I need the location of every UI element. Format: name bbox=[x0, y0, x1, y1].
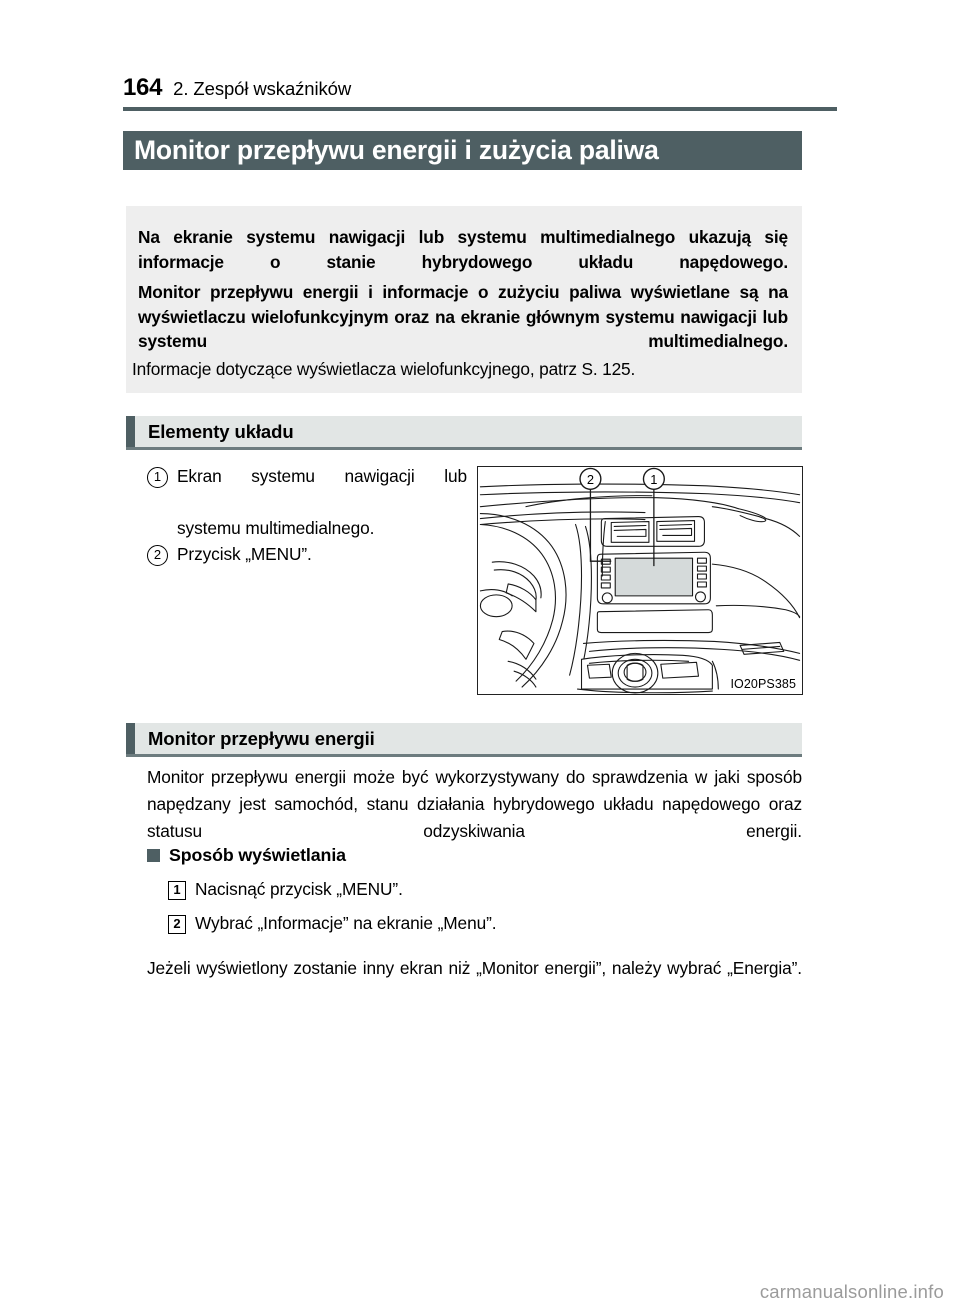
list-item bbox=[168, 877, 808, 902]
list-item bbox=[147, 463, 467, 541]
monitor-description-paragraph: Monitor przepływu energii może być wykorzystywany do sprawdzenia w jaki sposób napędzany jest samochód, stanu działania hybrydowego układu napędowego oraz statusu odzyskiwania energii. bbox=[147, 767, 802, 841]
svg-text:2: 2 bbox=[586, 471, 595, 487]
running-head bbox=[123, 74, 803, 104]
dashboard-drawing bbox=[478, 467, 802, 694]
step-number-1: 1 bbox=[168, 881, 186, 900]
intro-plain-paragraph: Informacje dotyczące wyświetlacza wielofunkcyjnego, patrz S. 125. bbox=[132, 359, 636, 379]
section-header-monitor bbox=[126, 723, 802, 754]
header-rule bbox=[123, 107, 837, 111]
list-item-label: Ekran systemu nawigacji lub systemu multimedialnego. bbox=[177, 466, 467, 538]
dashboard-illustration bbox=[477, 466, 803, 695]
list-item bbox=[168, 911, 808, 936]
intro-box bbox=[126, 206, 802, 393]
list-item-label: Przycisk „MENU”. bbox=[177, 544, 312, 564]
circled-number-2: 2 bbox=[147, 545, 168, 566]
section-accent-bar bbox=[126, 416, 135, 447]
watermark: carmanualsonline.info bbox=[759, 1281, 944, 1302]
display-steps-list bbox=[168, 877, 808, 945]
intro-bold-paragraph-1: Na ekranie systemu nawigacji lub systemu multimedialnego ukazują się informacje o stanie hybrydowego układu napędowego. bbox=[138, 227, 788, 272]
page-number: 164 bbox=[123, 74, 163, 101]
subsection-sposob-wyswietlania bbox=[147, 845, 346, 866]
illustration-code: IO20PS385 bbox=[730, 677, 796, 691]
chapter-title: 2. Zespół wskaźników bbox=[173, 78, 352, 99]
closing-paragraph: Jeżeli wyświetlony zostanie inny ekran niż „Monitor energii”, należy wybrać „Energia”. bbox=[147, 958, 802, 978]
section-underline bbox=[126, 447, 802, 450]
page-title-banner bbox=[123, 131, 802, 170]
section-accent-bar bbox=[126, 723, 135, 754]
step-label: Nacisnąć przycisk „MENU”. bbox=[195, 879, 403, 899]
intro-bold-paragraph-2: Monitor przepływu energii i informacje o zużyciu paliwa wyświetlane są na wyświetlaczu wielofunkcyjnym oraz na ekranie głównym systemu nawigacji lub systemu multimedialnego. bbox=[138, 282, 788, 351]
svg-text:1: 1 bbox=[650, 471, 658, 487]
section-header-elementy bbox=[126, 416, 802, 447]
circled-number-1: 1 bbox=[147, 467, 168, 488]
subsection-label: Sposób wyświetlania bbox=[169, 845, 346, 865]
list-item bbox=[147, 541, 467, 567]
section-heading-label: Elementy układu bbox=[148, 420, 294, 442]
section-underline bbox=[126, 754, 802, 757]
square-bullet-icon bbox=[147, 849, 160, 862]
section-heading-label: Monitor przepływu energii bbox=[148, 727, 375, 749]
step-number-2: 2 bbox=[168, 915, 186, 934]
step-label: Wybrać „Informacje” na ekranie „Menu”. bbox=[195, 913, 497, 933]
page-title: Monitor przepływu energii i zużycia paliwa bbox=[134, 135, 659, 165]
component-list bbox=[147, 463, 467, 567]
